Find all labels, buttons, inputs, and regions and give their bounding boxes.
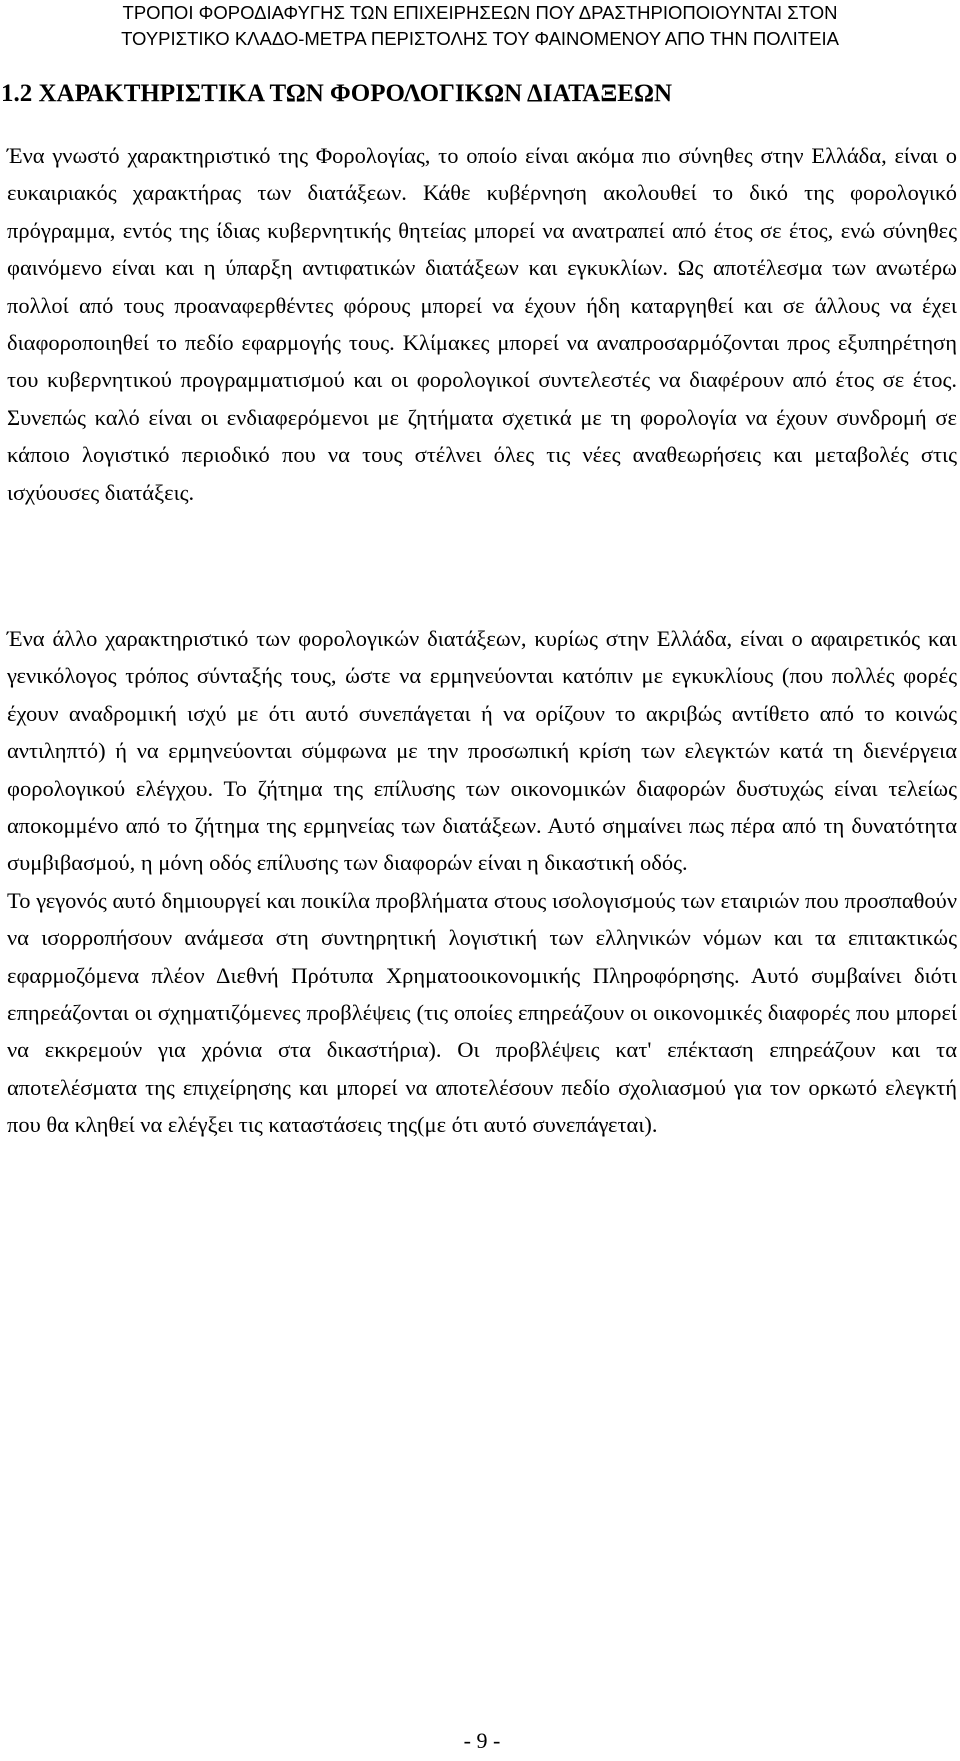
page-number: - 9 -: [463, 1728, 501, 1753]
running-header-line-2: ΤΟΥΡΙΣΤΙΚΟ ΚΛΑΔΟ-ΜΕΤΡΑ ΠΕΡΙΣΤΟΛΗΣ ΤΟΥ ΦΑΙΝΟΜΕΝΟΥ ΑΠΟ ΤΗΝ ΠΟΛΙΤΕΙΑ: [121, 28, 839, 49]
body-paragraph-block-2: [7, 620, 957, 1144]
section-heading: 1.2 ΧΑΡΑΚΤΗΡΙΣΤΙΚΑ ΤΩΝ ΦΟΡΟΛΟΓΙΚΩΝ ΔΙΑΤΑΞΕΩΝ: [1, 80, 673, 107]
running-header: [0, 0, 960, 52]
running-header-line-1: ΤΡΟΠΟΙ ΦΟΡΟΔΙΑΦΥΓΗΣ ΤΩΝ ΕΠΙΧΕΙΡΗΣΕΩΝ ΠΟΥ ΔΡΑΣΤΗΡΙΟΠΟΙΟΥΝΤΑΙ ΣΤΟΝ: [122, 2, 838, 23]
body-paragraph-block-1: [7, 137, 957, 511]
body-paragraph: Ένα γνωστό χαρακτηριστικό της Φορολογίας, το οποίο είναι ακόμα πιο σύνηθες στην Ελλάδα, είναι ο ευκαιριακός χαρακτήρας των διατάξεων. Κάθε κυβέρνηση ακολουθεί το δικό της φορολογικό πρόγραμμα, εντός της ίδιας κυβερνητικής θητείας μπορεί να ανατραπεί από έτος σε έτος, ενώ σύνηθες φαινόμενο είναι και η ύπαρξη αντιφατικών διατάξεων και εγκυκλίων. Ως αποτέλεσμα των ανωτέρω πολλοί από τους προαναφερθέντες φόρους μπορεί να έχουν ήδη καταργηθεί και σε άλλους να έχει διαφοροποιηθεί το πεδίο εφαρμογής τους. Κλίμακες μπορεί να αναπροσαρμόζονται προς εξυπηρέτηση του κυβερνητικού προγραμματισμού και οι φορολογικοί συντελεστές να διαφέρουν από έτος σε έτος. Συνεπώς καλό είναι οι ενδιαφερόμενοι με ζητήματα σχετικά με τη φορολογία να έχουν συνδρομή σε κάποιο λογιστικό περιοδικό που να τους στέλνει όλες τις νέες αναθεωρήσεις και μεταβολές στις ισχύουσες διατάξεις.: [7, 143, 957, 505]
body-paragraph: Ένα άλλο χαρακτηριστικό των φορολογικών διατάξεων, κυρίως στην Ελλάδα, είναι ο αφαιρετικός και γενικόλογος τρόπος σύνταξής τους, ώστε να ερμηνεύονται κατόπιν με εγκυκλίους (που πολλές φορές έχουν αναδρομική ισχύ με ότι αυτό συνεπάγεται ή να ορίζουν το ακριβώς αντίθετο από το κοινώς αντιληπτό) ή να ερμηνεύονται σύμφωνα με την προσωπική κρίση των ελεγκτών κατά τη διενέργεια φορολογικού ελέγχου. Το ζήτημα της επίλυσης των οικονομικών διαφορών δυστυχώς είναι τελείως αποκομμένο από το ζήτημα της ερμηνείας των διατάξεων. Αυτό σημαίνει πως πέρα από τη δυνατότητα συμβιβασμού, η μόνη οδός επίλυσης των διαφορών είναι η δικαστική οδός.: [7, 626, 957, 876]
body-paragraph: Το γεγονός αυτό δημιουργεί και ποικίλα προβλήματα στους ισολογισμούς των εταιριών που προσπαθούν να ισορροπήσουν ανάμεσα στη συντηρητική λογιστική των ελληνικών νόμων και τα επιτακτικώς εφαρμοζόμενα πλέον Διεθνή Πρότυπα Χρηματοοικονομικής Πληροφόρησης. Αυτό συμβαίνει διότι επηρεάζονται οι σχηματιζόμενες προβλέψεις (τις οποίες επηρεάζουν οι οικονομικές διαφορές που μπορεί να εκκρεμούν για χρόνια στα δικαστήρια). Οι προβλέψεις κατ' επέκταση επηρεάζουν και τα αποτελέσματα της επιχείρησης και μπορεί να αποτελέσουν πεδίο σχολιασμού για τον ορκωτό ελεγκτή που θα κληθεί να ελέγξει τις καταστάσεις της(με ότι αυτό συνεπάγεται).: [7, 887, 957, 1138]
